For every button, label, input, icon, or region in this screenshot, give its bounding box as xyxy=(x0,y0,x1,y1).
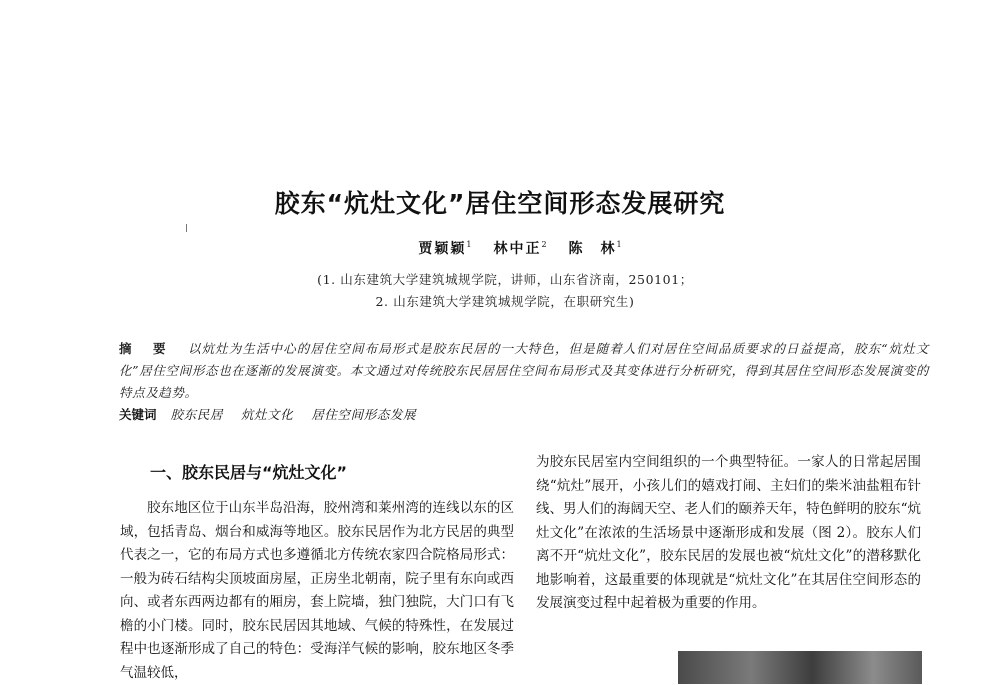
author-name: 林中正$^2$ xyxy=(493,240,547,257)
author-affiliation-marker: 1 xyxy=(466,240,472,249)
body-text-left-column: 胶东地区位于山东半岛沿海，胶州湾和莱州湾的连线以东的区域，包括青岛、烟台和威海等地区。胶东民居作为北方民居的典型代表之一，它的布局方式也多遵循北方传统农家四合院格局形式：一般为砖石结构尖顶坡面房屋，正房坐北朝南，院子里有东向或西向、或者东西两边都有的厢房，套上院墙，独门独院，大门口有飞檐的小门楼。同时，胶东民居因其地域、气候的特殊性，在发展过程中也逐渐形成了自己的特色：受海洋气候的影响，胶东地区冬季气温较低， xyxy=(120,500,514,681)
body-text-right-column: 为胶东民居室内空间组织的一个典型特征。一家人的日常起居围绕“炕灶”展开，小孩儿们的嬉戏打闹、主妇们的柴米油盐粗布针线、男人们的海阔天空、老人们的颐养天年，特色鲜明的胶东“炕灶文化”在浓浓的生活场景中逐渐形成和发展（图 2）。胶东人们离不开“炕灶文化”，胶东民居的发展也被“炕灶文化”的潜移默化地影响着，这最重要的体现就是“炕灶文化”在其居住空间形态的发展演变过程中起着极为重要的作用。 xyxy=(536,454,921,611)
author-affiliation-marker: 1 xyxy=(616,240,622,249)
abstract xyxy=(119,338,929,404)
keyword: 胶东民居 xyxy=(170,407,223,422)
abstract-text: 以炕灶为生活中心的居住空间布局形式是胶东民居的一大特色，但是随着人们对居住空间品质要求的日益提高，胶东“炕灶文化”居住空间形态也在逐渐的发展演变。本文通过对传统胶东民居居住空间布局形式及其变体进行分析研究，得到其居住空间形态发展演变的特点及趋势。 xyxy=(119,341,929,400)
figure-image xyxy=(678,651,922,684)
affiliation-line-1: (1. 山东建筑大学建筑城规学院，讲师，山东省济南，250101； xyxy=(317,272,693,287)
author-name: 贾颖颖$^1$ xyxy=(418,240,472,257)
keywords xyxy=(119,405,434,423)
keywords-label: 关键词 xyxy=(119,407,157,422)
author-affiliation-marker: 2 xyxy=(541,240,547,249)
affiliation-line-2: 2. 山东建筑大学建筑城规学院，在职研究生) xyxy=(375,294,635,309)
keyword: 居住空间形态发展 xyxy=(311,407,417,422)
margin-mark xyxy=(186,224,187,232)
author-name: 陈 林$^1$ xyxy=(568,240,622,257)
paper-title: 胶东“炕灶文化”居住空间形态发展研究 xyxy=(274,189,726,218)
abstract-label: 摘 要 xyxy=(119,341,170,356)
keyword: 炕灶文化 xyxy=(240,407,294,422)
section-heading: 一、胶东民居与“炕灶文化” xyxy=(150,463,348,482)
author-list xyxy=(0,238,1000,258)
